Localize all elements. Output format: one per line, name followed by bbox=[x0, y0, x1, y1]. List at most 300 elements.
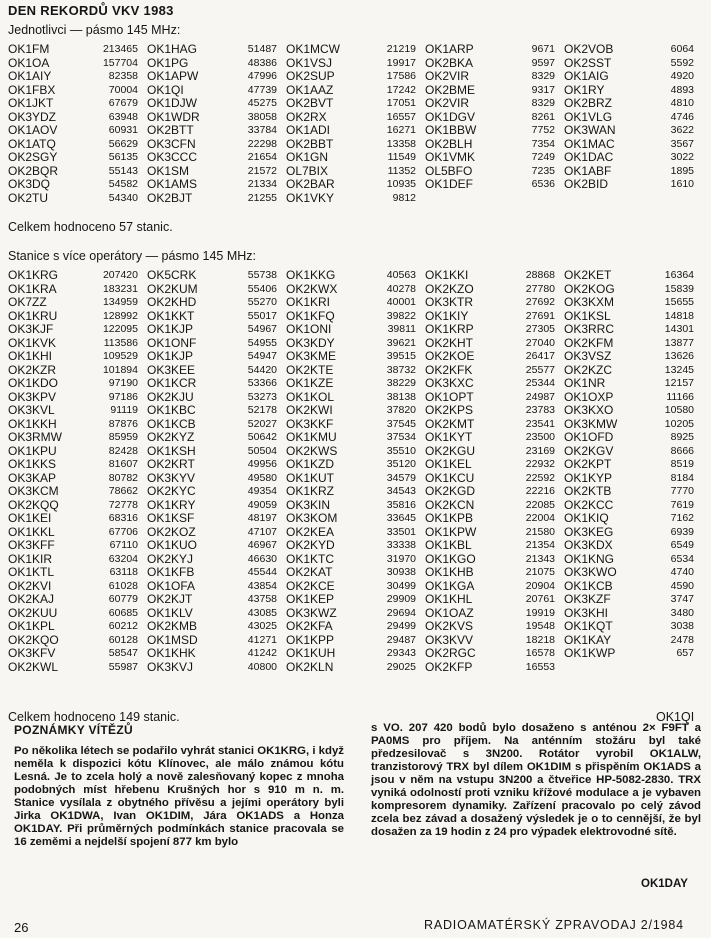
points: 27780 bbox=[525, 282, 555, 295]
callsign: OK3CCC bbox=[147, 150, 198, 164]
table-row bbox=[8, 580, 703, 594]
points: 41242 bbox=[247, 647, 277, 659]
table-row bbox=[8, 512, 703, 526]
callsign: OK1KKI bbox=[425, 268, 469, 282]
callsign: OK3RMW bbox=[8, 430, 62, 444]
points: 34579 bbox=[386, 471, 416, 484]
table-cell bbox=[8, 377, 147, 391]
points: 97190 bbox=[108, 377, 138, 389]
callsign: OK1KRG bbox=[8, 268, 59, 282]
callsign: OK1KZD bbox=[286, 457, 335, 471]
points: 55270 bbox=[247, 296, 277, 308]
table-cell bbox=[425, 607, 564, 621]
points: 41271 bbox=[247, 633, 277, 646]
callsign: OK3KAP bbox=[8, 470, 57, 485]
points: 43025 bbox=[247, 620, 277, 632]
table-cell bbox=[8, 458, 147, 472]
table-cell bbox=[564, 57, 703, 71]
points: 29487 bbox=[386, 633, 416, 646]
points: 21572 bbox=[247, 164, 277, 177]
table-cell bbox=[425, 431, 564, 445]
table-cell bbox=[286, 620, 425, 634]
points: 207420 bbox=[102, 269, 138, 281]
callsign: OK2KJU bbox=[147, 389, 194, 404]
points: 49580 bbox=[247, 471, 277, 484]
table-row bbox=[8, 323, 703, 337]
table-cell bbox=[147, 445, 286, 459]
table-cell bbox=[8, 269, 147, 283]
callsign: OK3KFV bbox=[8, 646, 56, 660]
points: 21255 bbox=[247, 191, 277, 204]
table-row bbox=[8, 57, 703, 71]
points: 128992 bbox=[102, 309, 138, 322]
callsign: OK1KEL bbox=[425, 457, 472, 471]
points: 6534 bbox=[670, 552, 694, 565]
callsign: OK2KHD bbox=[147, 295, 197, 309]
points: 20761 bbox=[525, 593, 555, 605]
callsign: OK1OFD bbox=[564, 430, 614, 444]
callsign: OK1DGV bbox=[425, 109, 476, 124]
table-cell bbox=[425, 296, 564, 310]
table-cell bbox=[147, 178, 286, 192]
callsign: OK2KCN bbox=[425, 497, 475, 512]
table-cell bbox=[147, 350, 286, 364]
points: 16557 bbox=[386, 110, 416, 123]
points: 4920 bbox=[670, 70, 694, 82]
table-cell bbox=[425, 553, 564, 567]
table-cell bbox=[147, 124, 286, 138]
points: 54420 bbox=[247, 363, 277, 376]
points: 49059 bbox=[247, 498, 277, 511]
table-row bbox=[8, 138, 703, 152]
table-cell bbox=[425, 445, 564, 459]
table-cell bbox=[425, 337, 564, 351]
table-cell bbox=[8, 512, 147, 526]
callsign: OK1KPL bbox=[8, 619, 55, 633]
table-cell bbox=[425, 404, 564, 418]
notes-left-column: Po několika létech se podařilo vyhrát stanici OK1KRG, i když neměla k dispozici kótu Klínovec, ale málo známou kótu Lesná. Je to zcela holý a nově zalesňovaný kopec z mnoha podobných míst hřebenu Krušných hor s 910 m n. m. Stanice vysílala z obytného přívěsu a jejími operátory byli Jirka OK1DWA, Ivan OK1DIM, Jára OK1ADS a Honza OK1DAY. Při průměrných podmínkách stanice pracovala se 16 zeměmi a nejdelší spojení 877 km bylo bbox=[14, 745, 344, 848]
points: 4590 bbox=[670, 579, 694, 592]
table-cell bbox=[564, 647, 703, 661]
table-cell bbox=[564, 580, 703, 594]
notes-right-column: s VO. 207 420 bodů bylo dosaženo s anténou 2× F9FT a PA0MS pro příjem. Na anténním stožáru byl také předzesilovač s 3N200. Rotátor vyrobil OK1ALW, tranzistorový TRX byl dílem OK1DIM s přispěním OK1ADS a jsou v něm na vstupu 3N200 a čtveřice HP-5082-2830. TRX vyniká odolností proti vzniku křížové modulace a je vybaven kompresorem dynamiky. Zařízení pracovalo po celý závod zcela bez závad a dosažený výsledek je o to cennější, že byl dosažen za 19 hodin z 24 pro výpadek elektrovodné sítě. bbox=[371, 722, 701, 838]
table-cell bbox=[425, 647, 564, 661]
table-cell bbox=[147, 593, 286, 607]
callsign: OK2KEA bbox=[286, 524, 335, 539]
table-cell bbox=[564, 620, 703, 634]
table-row bbox=[8, 70, 703, 84]
table-row bbox=[8, 97, 703, 111]
table-cell bbox=[286, 391, 425, 405]
section1-summary: Celkem hodnoceno 57 stanic. bbox=[8, 220, 173, 234]
table-cell bbox=[8, 57, 147, 71]
points: 21580 bbox=[525, 525, 555, 538]
points: 54967 bbox=[247, 323, 277, 335]
callsign: OK3KVJ bbox=[147, 659, 194, 674]
points: 1610 bbox=[670, 178, 694, 190]
callsign: OK2KMT bbox=[425, 416, 475, 431]
table-cell bbox=[8, 296, 147, 310]
table-cell bbox=[564, 431, 703, 445]
points: 60685 bbox=[108, 606, 138, 619]
points: 4810 bbox=[670, 97, 694, 109]
points: 63948 bbox=[108, 110, 138, 123]
callsign: OK1QI bbox=[147, 82, 184, 97]
points: 23541 bbox=[525, 417, 555, 430]
callsign: OK2KWL bbox=[8, 659, 59, 674]
callsign: OK1KYP bbox=[564, 470, 613, 485]
table-cell bbox=[286, 97, 425, 111]
table-cell bbox=[8, 43, 147, 57]
table-cell bbox=[564, 124, 703, 138]
callsign: OK1KPU bbox=[8, 443, 57, 458]
callsign: OK1KGO bbox=[425, 551, 476, 566]
callsign: OK2KUM bbox=[147, 281, 198, 296]
points: 14818 bbox=[664, 309, 694, 322]
callsign: OK5CRK bbox=[147, 268, 197, 282]
callsign: OK2BQR bbox=[8, 163, 59, 178]
callsign: OK1KUH bbox=[286, 646, 336, 660]
table-cell bbox=[564, 472, 703, 486]
callsign: OK1KKS bbox=[8, 457, 57, 471]
table-cell bbox=[564, 445, 703, 459]
table-row bbox=[8, 124, 703, 138]
table-cell bbox=[286, 431, 425, 445]
callsign: OK1KTC bbox=[286, 551, 335, 566]
points: 6064 bbox=[670, 43, 694, 55]
callsign: OK1SM bbox=[147, 163, 190, 178]
points: 35510 bbox=[386, 444, 416, 457]
points: 78662 bbox=[108, 485, 138, 497]
points: 21334 bbox=[247, 178, 277, 190]
table-cell bbox=[147, 472, 286, 486]
callsign: OK2KRT bbox=[147, 457, 195, 471]
callsign: OK2KGD bbox=[425, 484, 476, 498]
table-cell bbox=[564, 178, 703, 192]
points: 22085 bbox=[525, 498, 555, 511]
points: 52027 bbox=[247, 417, 277, 430]
points: 33784 bbox=[247, 124, 277, 136]
table-row bbox=[8, 283, 703, 297]
points: 38732 bbox=[386, 363, 416, 376]
table-cell bbox=[425, 418, 564, 432]
callsign: OK3KDX bbox=[564, 538, 613, 552]
table-row bbox=[8, 485, 703, 499]
points: 7235 bbox=[531, 164, 555, 177]
points: 91119 bbox=[110, 404, 138, 416]
callsign: OK1DJW bbox=[147, 96, 198, 110]
table-row bbox=[8, 553, 703, 567]
table-cell bbox=[425, 165, 564, 179]
points: 18218 bbox=[525, 633, 555, 646]
points: 55017 bbox=[247, 309, 277, 322]
table-cell bbox=[564, 350, 703, 364]
table-row bbox=[8, 499, 703, 513]
table-cell bbox=[286, 458, 425, 472]
table-cell bbox=[147, 553, 286, 567]
callsign: OK3KWZ bbox=[286, 605, 337, 620]
table-cell bbox=[425, 593, 564, 607]
table-cell bbox=[147, 84, 286, 98]
callsign: OK1KPW bbox=[425, 524, 477, 539]
callsign: OK2KWX bbox=[286, 281, 338, 296]
table-cell bbox=[147, 431, 286, 445]
table-cell bbox=[147, 269, 286, 283]
callsign: OK1KPB bbox=[425, 511, 474, 525]
points: 30499 bbox=[386, 579, 416, 592]
table-cell bbox=[425, 350, 564, 364]
table-cell bbox=[8, 485, 147, 499]
points: 8925 bbox=[670, 431, 694, 443]
callsign: OK1KGA bbox=[425, 578, 475, 593]
points: 85959 bbox=[108, 431, 138, 443]
table-cell bbox=[8, 580, 147, 594]
points: 23500 bbox=[525, 431, 555, 443]
callsign: OK3KMW bbox=[564, 416, 618, 431]
table-row bbox=[8, 43, 703, 57]
table-cell bbox=[8, 526, 147, 540]
table-cell bbox=[8, 178, 147, 192]
table-cell bbox=[286, 526, 425, 540]
callsign: OK1KIQ bbox=[564, 511, 609, 525]
callsign: OK1KHI bbox=[8, 349, 53, 363]
points: 35816 bbox=[386, 498, 416, 511]
table-cell bbox=[147, 310, 286, 324]
callsign: OK1NR bbox=[564, 376, 606, 390]
points: 30938 bbox=[386, 566, 416, 578]
callsign: OK1KHK bbox=[147, 646, 196, 660]
table-cell bbox=[425, 124, 564, 138]
table-cell bbox=[425, 377, 564, 391]
table-cell bbox=[8, 445, 147, 459]
points: 58547 bbox=[108, 647, 138, 659]
table-row bbox=[8, 458, 703, 472]
table-cell bbox=[147, 404, 286, 418]
points: 67679 bbox=[108, 97, 138, 109]
callsign: OK2KAT bbox=[286, 565, 333, 579]
table-row bbox=[8, 165, 703, 179]
points: 23783 bbox=[525, 404, 555, 416]
callsign: OK3KEE bbox=[147, 362, 196, 377]
points: 21654 bbox=[247, 151, 277, 163]
table-cell bbox=[147, 97, 286, 111]
points: 37545 bbox=[386, 417, 416, 430]
table-cell bbox=[564, 165, 703, 179]
table-cell bbox=[147, 43, 286, 57]
table-cell bbox=[564, 499, 703, 513]
callsign: OK3KTR bbox=[425, 295, 474, 309]
callsign: OK1APW bbox=[147, 69, 199, 83]
callsign: OK2KZO bbox=[425, 281, 474, 296]
table-cell bbox=[286, 43, 425, 57]
callsign: OK2KPS bbox=[425, 403, 474, 417]
callsign: OK3KPV bbox=[8, 389, 57, 404]
table-cell bbox=[286, 512, 425, 526]
table-cell bbox=[147, 165, 286, 179]
callsign: OK1KKL bbox=[8, 524, 55, 539]
table-cell bbox=[564, 526, 703, 540]
points: 19548 bbox=[525, 620, 555, 632]
points: 40800 bbox=[247, 660, 277, 673]
table-cell bbox=[564, 283, 703, 297]
table-row bbox=[8, 178, 703, 192]
callsign: OK1ABF bbox=[564, 163, 612, 178]
callsign bbox=[564, 661, 642, 675]
points: 56629 bbox=[108, 137, 138, 150]
points: 101894 bbox=[102, 363, 138, 376]
points: 40563 bbox=[386, 269, 416, 281]
points: 60128 bbox=[108, 633, 138, 646]
callsign: OK1KRY bbox=[147, 497, 196, 512]
table-cell bbox=[8, 165, 147, 179]
callsign: OK1MCW bbox=[286, 42, 340, 56]
points: 8261 bbox=[531, 110, 555, 123]
table-row bbox=[8, 84, 703, 98]
points: 9317 bbox=[531, 83, 555, 96]
points: 34543 bbox=[386, 485, 416, 497]
table-cell bbox=[8, 310, 147, 324]
callsign: OK1ONI bbox=[286, 322, 332, 336]
callsign: OK3KXO bbox=[564, 403, 614, 417]
callsign: OK2KPT bbox=[564, 457, 612, 471]
callsign: OK1KJP bbox=[147, 349, 194, 363]
table-cell bbox=[564, 43, 703, 57]
page-number: 26 bbox=[14, 920, 29, 935]
table-cell bbox=[8, 431, 147, 445]
callsign: OK2KJT bbox=[147, 592, 193, 606]
section2-heading: Stanice s více operátory — pásmo 145 MHz: bbox=[8, 249, 257, 263]
table-row bbox=[8, 269, 703, 283]
table-cell bbox=[564, 377, 703, 391]
points: 31970 bbox=[386, 552, 416, 565]
points: 109529 bbox=[102, 350, 138, 362]
callsign: OK3VSZ bbox=[564, 349, 612, 363]
points: 213465 bbox=[102, 43, 138, 55]
table-cell bbox=[8, 634, 147, 648]
points: 61028 bbox=[108, 579, 138, 592]
table-cell bbox=[286, 377, 425, 391]
points: 33501 bbox=[386, 525, 416, 538]
callsign: OK1KPP bbox=[286, 632, 335, 647]
table-cell bbox=[147, 57, 286, 71]
callsign: OK2KYJ bbox=[147, 551, 194, 566]
table-cell bbox=[564, 512, 703, 526]
points: 67706 bbox=[108, 525, 138, 538]
table-cell bbox=[147, 661, 286, 675]
points: 40278 bbox=[386, 282, 416, 295]
callsign: OK1FM bbox=[8, 42, 50, 56]
points: 22932 bbox=[525, 458, 555, 470]
table-cell bbox=[8, 350, 147, 364]
section2-summary: Celkem hodnoceno 149 stanic. bbox=[8, 710, 180, 724]
callsign: OK1AMS bbox=[147, 177, 198, 191]
table-row bbox=[8, 418, 703, 432]
points: 63204 bbox=[108, 552, 138, 565]
points: 39515 bbox=[386, 350, 416, 362]
callsign: OK1KQT bbox=[564, 619, 613, 633]
table-cell bbox=[286, 445, 425, 459]
table-cell bbox=[147, 70, 286, 84]
table-cell bbox=[564, 296, 703, 310]
callsign: OK2KYC bbox=[147, 484, 196, 498]
table-cell bbox=[564, 485, 703, 499]
callsign: OK1GN bbox=[286, 150, 329, 164]
table-cell bbox=[8, 472, 147, 486]
callsign: OK3KDY bbox=[286, 335, 335, 350]
points: 37820 bbox=[386, 404, 416, 416]
callsign: OK1KTL bbox=[8, 565, 55, 579]
points: 39822 bbox=[386, 309, 416, 322]
table-row bbox=[8, 620, 703, 634]
callsign: OK1KFQ bbox=[286, 308, 335, 323]
callsign: OK1KHB bbox=[425, 565, 474, 579]
points: 8184 bbox=[670, 471, 694, 484]
points: 54947 bbox=[247, 350, 277, 362]
points: 50642 bbox=[247, 431, 277, 443]
points: 13626 bbox=[664, 350, 694, 362]
callsign: OK1KKT bbox=[147, 308, 195, 323]
table-row bbox=[8, 539, 703, 553]
table-cell bbox=[147, 391, 286, 405]
callsign: OK1VKY bbox=[286, 190, 335, 205]
table-row bbox=[8, 431, 703, 445]
callsign: OK1KCR bbox=[147, 376, 197, 390]
table-cell bbox=[425, 97, 564, 111]
table-cell bbox=[564, 337, 703, 351]
table-cell bbox=[564, 364, 703, 378]
callsign: OK1KSL bbox=[564, 308, 611, 323]
table-cell bbox=[286, 310, 425, 324]
points: 25344 bbox=[525, 377, 555, 389]
table-cell bbox=[425, 178, 564, 192]
callsign: OK1JKT bbox=[8, 96, 54, 110]
callsign: OK1OA bbox=[8, 55, 50, 70]
table-cell bbox=[8, 404, 147, 418]
points: 28868 bbox=[525, 269, 555, 281]
table-row bbox=[8, 391, 703, 405]
table-cell bbox=[286, 165, 425, 179]
callsign: OK1VSJ bbox=[286, 55, 333, 70]
points: 35120 bbox=[386, 458, 416, 470]
callsign: OK2KFM bbox=[564, 335, 614, 350]
results-table-multi-operator bbox=[8, 269, 703, 674]
points: 7249 bbox=[531, 151, 555, 163]
callsign: OK2BKA bbox=[425, 55, 474, 70]
callsign: OK1FBX bbox=[8, 82, 56, 97]
callsign: OL7BIX bbox=[286, 163, 329, 178]
callsign: OK2KVI bbox=[8, 578, 52, 593]
table-cell bbox=[425, 539, 564, 553]
points: 54340 bbox=[108, 191, 138, 204]
callsign: OK1KSH bbox=[147, 443, 196, 458]
table-cell bbox=[425, 512, 564, 526]
table-cell bbox=[425, 70, 564, 84]
callsign: OK1WDR bbox=[147, 109, 200, 124]
table-cell bbox=[8, 661, 147, 675]
table-cell bbox=[286, 57, 425, 71]
callsign: OK1VLG bbox=[564, 109, 613, 124]
table-cell bbox=[147, 512, 286, 526]
callsign: OK3RRC bbox=[564, 322, 615, 336]
callsign: OK1KHL bbox=[425, 592, 473, 606]
points: 29499 bbox=[386, 620, 416, 632]
points: 16553 bbox=[525, 660, 555, 673]
table-cell bbox=[564, 269, 703, 283]
points: 55143 bbox=[108, 164, 138, 177]
callsign: OK1KCB bbox=[564, 578, 613, 593]
table-cell bbox=[286, 138, 425, 152]
callsign: OK1KCU bbox=[425, 470, 475, 485]
